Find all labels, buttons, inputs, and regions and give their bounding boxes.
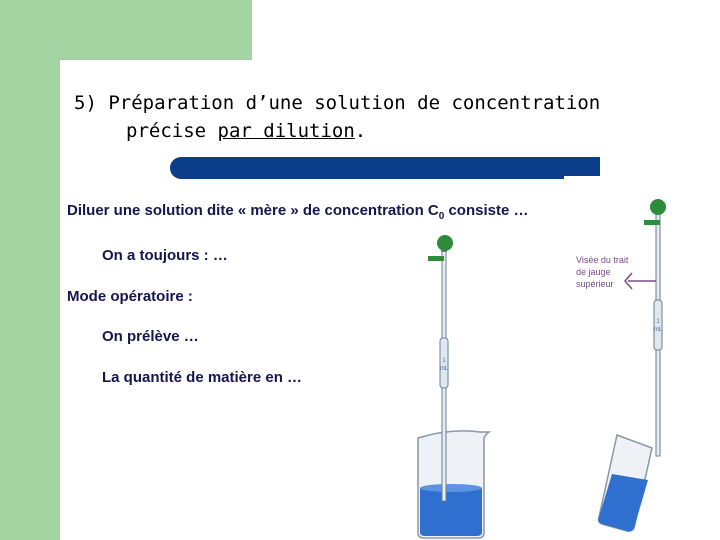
title-line-2-start: précise <box>126 120 218 142</box>
pipette-right-valve <box>644 220 660 225</box>
procedure-heading: Mode opératoire : <box>67 288 193 305</box>
pipette-right-unit: mL <box>653 327 663 333</box>
conservation-line: On a toujours : … <box>102 247 228 264</box>
green-background-top <box>60 0 252 60</box>
beaker-upright-liquid-surface <box>420 484 482 492</box>
beaker-tilted <box>598 435 652 531</box>
definition-text-after: consiste … <box>444 202 529 219</box>
pipette-left-valve <box>428 256 444 261</box>
beaker-upright <box>418 431 489 538</box>
title-line-2 <box>74 117 634 145</box>
pipette-right-body <box>654 300 662 350</box>
pipette-right-graduation: 1 <box>656 319 660 325</box>
procedure-step-2: La quantité de matière en … <box>102 369 303 386</box>
title-line-2-end: . <box>354 120 367 142</box>
title-divider-bar <box>170 157 600 179</box>
procedure-step-1: On prélève … <box>102 328 199 345</box>
meniscus-sighting-callout <box>576 254 628 290</box>
green-background-left <box>0 0 60 540</box>
title-underlined-phrase: par dilution <box>217 120 355 142</box>
callout-line-1: Visée du trait <box>576 255 629 265</box>
dilution-illustration <box>390 188 720 540</box>
beaker-upright-liquid <box>420 488 482 536</box>
pipette-left-bulb <box>437 235 453 251</box>
definition-text-before: Diluer une solution dite « mère » de concentration C <box>67 202 439 219</box>
title-divider-notch <box>564 176 600 182</box>
pipette-right <box>644 199 666 456</box>
callout-line-2: de jauge <box>576 267 611 277</box>
slide-title <box>74 89 634 145</box>
pipette-left-unit: mL <box>439 366 449 372</box>
pipette-left-graduation: 1 <box>442 358 446 364</box>
pipette-right-bulb <box>650 199 666 215</box>
callout-line-3: supérieur <box>576 279 614 289</box>
title-line-1: 5) Préparation d’une solution de concentration <box>74 92 601 114</box>
concentration-subscript: 0 <box>438 211 445 222</box>
